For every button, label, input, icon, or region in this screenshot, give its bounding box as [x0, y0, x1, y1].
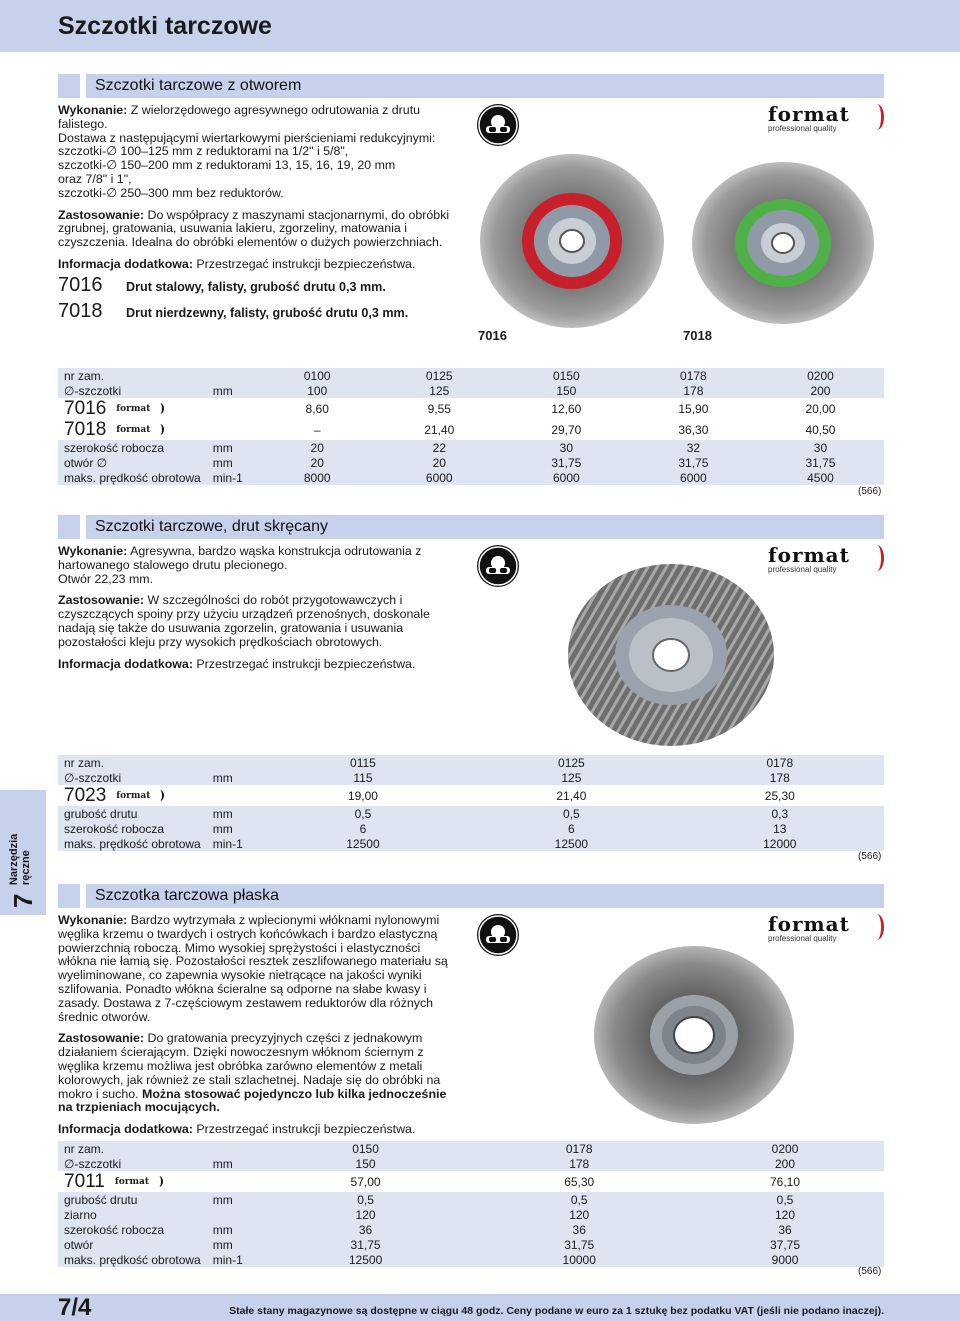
section-heading-bar	[58, 515, 884, 539]
table-row: ziarno 120 120 120	[58, 1207, 884, 1222]
section-title: Szczotki tarczowe z otworem	[95, 77, 302, 94]
brand-logo: format professional quality	[768, 914, 884, 943]
table-row: szerokość robocza mm 6 6 13	[58, 821, 884, 836]
table-row: 7023 format 19,00 21,40 25,30	[64, 784, 795, 806]
table-row: grubość drutu mm 0,5 0,5 0,5	[58, 1192, 884, 1207]
spec-table	[58, 755, 884, 851]
catalog-reference: (566)	[858, 1266, 882, 1277]
table-row: 7011 format 57,00 65,30 76,10	[64, 1170, 801, 1192]
product-line: 7018 Drut nierdzewny, falisty, grubość drutu 0,3 mm.	[58, 300, 409, 322]
application-paragraph: Zastosowanie: W szczególności do robót przygotowawczych i czyszczących spoiny przy użyciu urządzeń przenośnych, doskonale nadają się także do usuwania zgorzelin, gratowania i usuwania pozostałości kleju przy wysokich prędkościach obrotowych.	[58, 593, 430, 649]
section-marker	[58, 884, 80, 908]
table-row: 7016 format 8,60 9,55 12,60 15,90 20,00	[64, 397, 836, 419]
delivery-line: Dostawa z następującymi wiertarkowymi pierścieniami redukcyjnymi:	[58, 130, 436, 145]
brand-mini-logo: format	[114, 403, 164, 414]
table-row: ∅-szczotki mm 115 125 178	[58, 770, 884, 785]
product-line: 7016 Drut stalowy, falisty, grubość drutu 0,3 mm.	[58, 274, 386, 296]
brand-mini-logo: format	[113, 1176, 163, 1187]
section-heading-bar	[58, 74, 884, 98]
section-heading-bar	[58, 884, 884, 908]
table-row: nr zam. 0150 0178 0200	[58, 1141, 884, 1156]
page-header-bar	[0, 0, 960, 52]
brush-7023-image	[566, 562, 776, 748]
brand-mini-logo: format	[114, 790, 164, 801]
section-title: Szczotka tarczowa płaska	[95, 887, 280, 904]
catalog-reference: (566)	[858, 851, 882, 862]
table-row: maks. prędkość obrotowa min-1 12500 12500 12000	[58, 836, 884, 851]
image-caption: 7018	[683, 328, 712, 343]
section-description	[58, 545, 438, 671]
info-paragraph: Informacja dodatkowa: Przestrzegać instrukcji bezpieczeństwa.	[58, 656, 416, 671]
bore-note: Otwór 22,23 mm.	[58, 571, 154, 586]
table-row: grubość drutu mm 0,5 0,5 0,3	[58, 806, 884, 821]
delivery-line: szczotki-∅ 250–300 mm bez reduktorów.	[58, 185, 284, 200]
brush-7011-image	[592, 944, 796, 1126]
table-row: szerokość robocza mm 20 22 30 32 30	[58, 440, 884, 455]
table-row: nr zam. 0115 0125 0178	[58, 755, 884, 770]
delivery-line: szczotki-∅ 100–125 mm z reduktorami na 1/2" i 5/8",	[58, 144, 349, 159]
table-row: 7018 format – 21,40 29,70 36,30 40,50	[64, 418, 836, 440]
brush-7016-image	[478, 152, 666, 330]
table-row: ∅-szczotki mm 100 125 150 178 200	[58, 383, 884, 398]
page-title: Szczotki tarczowe	[58, 12, 272, 40]
table-row: nr zam. 0100 0125 0150 0178 0200	[58, 368, 884, 383]
chapter-side-tab: 7 Narzędzia ręczne	[0, 790, 46, 915]
delivery-line: szczotki-∅ 150–200 mm z reduktorami 13, 15, 16, 19, 20 mm	[58, 158, 396, 173]
safety-goggles-icon	[477, 545, 519, 587]
section-marker	[58, 74, 80, 98]
execution-paragraph: Wykonanie: Z wielorzędowego agresywnego odrutowania z drutu falistego.	[58, 103, 421, 131]
catalog-reference: (566)	[858, 486, 882, 497]
section-description	[58, 104, 460, 272]
section-description	[58, 914, 460, 1137]
page-number: 7/4	[58, 1294, 92, 1321]
spec-table	[58, 368, 884, 485]
info-paragraph: Informacja dodatkowa: Przestrzegać instrukcji bezpieczeństwa.	[58, 256, 416, 271]
table-row: otwór mm 31,75 31,75 37,75	[58, 1237, 884, 1252]
image-caption: 7016	[478, 328, 507, 343]
application-paragraph: Zastosowanie: Do współpracy z maszynami stacjonarnymi, do obróbki zgrubnej, gratowania, usuwania lakieru, zgorzeliny, matowania i czyszczenia. Idealna do obróbki elementów o dużych powierzchniach.	[58, 207, 450, 250]
brush-7018-image	[690, 160, 876, 326]
section-title: Szczotki tarczowe, drut skręcany	[95, 518, 328, 535]
brand-logo: format professional quality	[768, 104, 884, 133]
table-row: maks. prędkość obrotowa min-1 8000 6000 6000 6000 4500	[58, 470, 884, 485]
section-marker	[58, 515, 80, 539]
footer-note: Stałe stany magazynowe są dostępne w ciągu 48 godz. Ceny podane w euro za 1 sztukę bez podatku VAT (jeśli nie podano inaczej).	[229, 1305, 884, 1317]
execution-paragraph: Wykonanie: Agresywna, bardzo wąska konstrukcja odrutowania z hartowanego stalowego drutu plecionego.	[58, 544, 422, 572]
delivery-line: oraz 7/8" i 1",	[58, 171, 132, 186]
spec-table	[58, 1141, 884, 1267]
info-paragraph: Informacja dodatkowa: Przestrzegać instrukcji bezpieczeństwa.	[58, 1122, 416, 1137]
application-paragraph: Zastosowanie: Do gratowania precyzyjnych części z jednakowym działaniem ścierającym. Dzięki nowoczesnym włóknom ściernym z węglika krzemu możliwa jest obróbka zarówno elementów z metali kolorowych, jak również ze stali szlachetnej. Nadaje się do obróbki na mokro i sucho. Można stosować pojedynczo lub kilka jednocześnie na trzpieniach mocujących.	[58, 1031, 447, 1115]
brand-mini-logo: format	[114, 424, 164, 435]
safety-goggles-icon	[477, 104, 519, 146]
table-row: otwór ∅ mm 20 20 31,75 31,75 31,75	[58, 455, 884, 470]
execution-paragraph: Wykonanie: Bardzo wytrzymała z wplecionymi włóknami nylonowymi węglika krzemu o twardych i ostrych końcówkach i bardzo elastyczną powierzchnią roboczą. Mimo wysokiej sprężystości i elastyczności włókna nie łamią się. Pozostałości resztek zeszlifowanego materiału są wyeliminowane, co zapewnia wysokie nietrącące na jakości wyniki szlifowania. Ponadto włókna ścieralne są odporne na słabe kwasy i zasady. Dostawa z 7-częściowym zestawem reduktorów dla różnych średnic otworów.	[58, 913, 448, 1024]
brand-logo: format professional quality	[768, 545, 884, 574]
table-row: szerokość robocza mm 36 36 36	[58, 1222, 884, 1237]
table-row: maks. prędkość obrotowa min-1 12500 10000 9000	[58, 1252, 884, 1267]
safety-goggles-icon	[477, 914, 519, 956]
table-row: ∅-szczotki mm 150 178 200	[58, 1156, 884, 1171]
